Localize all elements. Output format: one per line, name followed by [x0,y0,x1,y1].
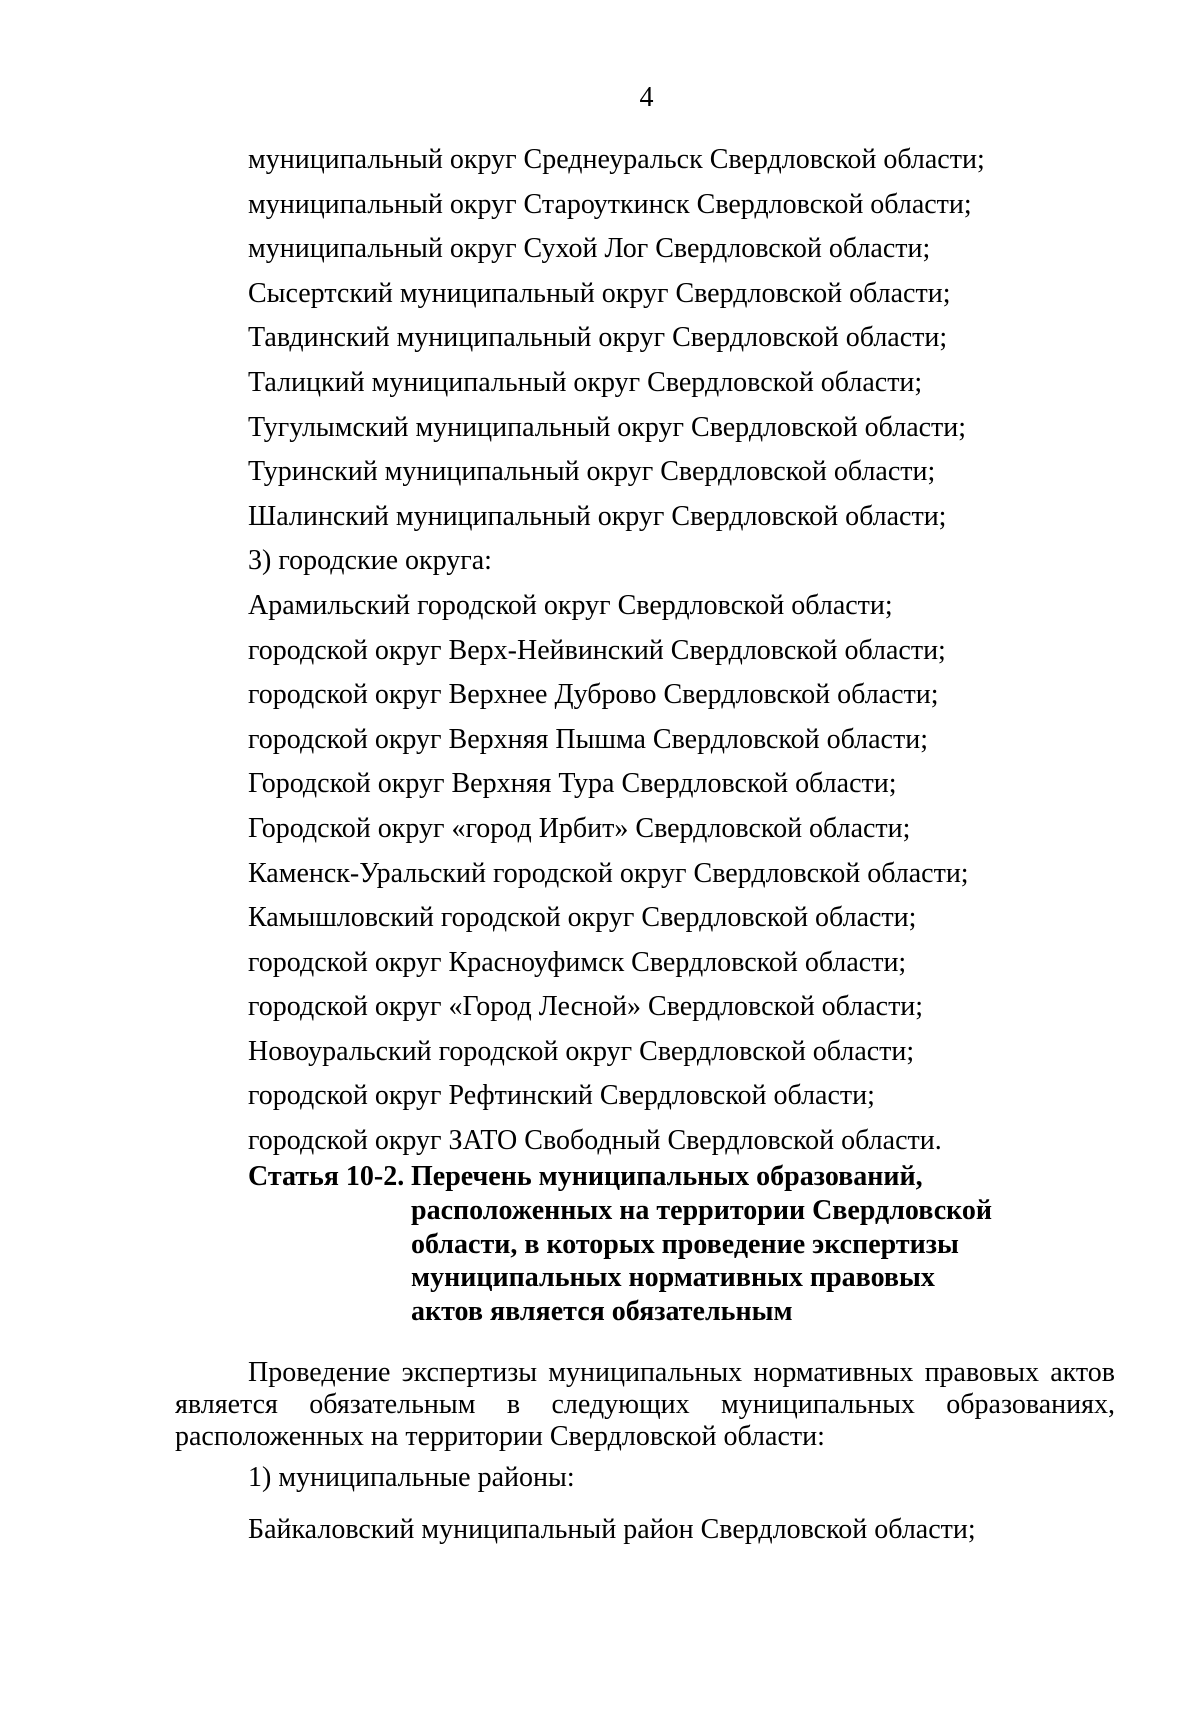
article-title [411,1160,1051,1329]
list-item: городской округ «Город Лесной» Свердловской области; [248,991,924,1023]
article-title-line: актов является обязательным [411,1296,793,1328]
article-title-line: муниципальных нормативных правовых [411,1262,935,1294]
list-item: Байкаловский муниципальный район Свердловской области; [248,1514,976,1545]
list-item: Тавдинский муниципальный округ Свердловской области; [248,322,948,354]
list-item: муниципальный округ Среднеуральск Свердловской области; [248,144,985,175]
paragraph-line: расположенных на территории Свердловской области: [175,1421,825,1452]
list-item: Тугулымский муниципальный округ Свердловской области; [248,411,967,443]
paragraph-line: является обязательным в следующих муниципальных образованиях, [175,1389,1115,1420]
article-title-line: расположенных на территории Свердловской [411,1194,993,1226]
list-item: городской округ Верхняя Пышма Свердловской области; [248,723,928,755]
list-item: Городской округ Верхняя Тура Свердловской области; [248,768,897,800]
list-item: муниципальный округ Сухой Лог Свердловской области; [248,233,931,265]
list-item: Новоуральский городской округ Свердловской области; [248,1035,915,1067]
list-item: Талицкий муниципальный округ Свердловской области; [248,366,923,398]
list-item: Туринский муниципальный округ Свердловской области; [248,456,936,488]
list-item: городской округ Верх-Нейвинский Свердловской области; [248,634,946,666]
list-item: Каменск-Уральский городской округ Свердловской области; [248,857,969,889]
list-item: городской округ ЗАТО Свободный Свердловской области. [248,1125,942,1157]
article-number: Статья 10-2. [248,1161,405,1192]
list-item: Сысертский муниципальный округ Свердловской области; [248,277,951,309]
section-subheading: 3) городские округа: [248,545,492,577]
list-item: городской округ Красноуфимск Свердловской области; [248,946,907,978]
section-subheading: 1) муниципальные районы: [248,1462,575,1493]
article-paragraph [175,1357,1115,1453]
list-item: городской округ Рефтинский Свердловской области; [248,1080,875,1112]
list-item: Городской округ «город Ирбит» Свердловской области; [248,812,911,844]
list-item: муниципальный округ Староуткинск Свердловской области; [248,188,972,220]
list-item: городской округ Верхнее Дуброво Свердловской области; [248,679,939,711]
list-item: Арамильский городской округ Свердловской области; [248,589,893,621]
list-item: Камышловский городской округ Свердловской области; [248,902,917,934]
list-item: Шалинский муниципальный округ Свердловской области; [248,500,947,532]
page-number: 4 [639,82,654,113]
paragraph-line: Проведение экспертизы муниципальных нормативных правовых актов [248,1357,1115,1388]
municipality-list [248,138,1148,1164]
article-title-line: Перечень муниципальных образований, [411,1161,923,1192]
article-title-line: области, в которых проведение экспертизы [411,1228,959,1260]
